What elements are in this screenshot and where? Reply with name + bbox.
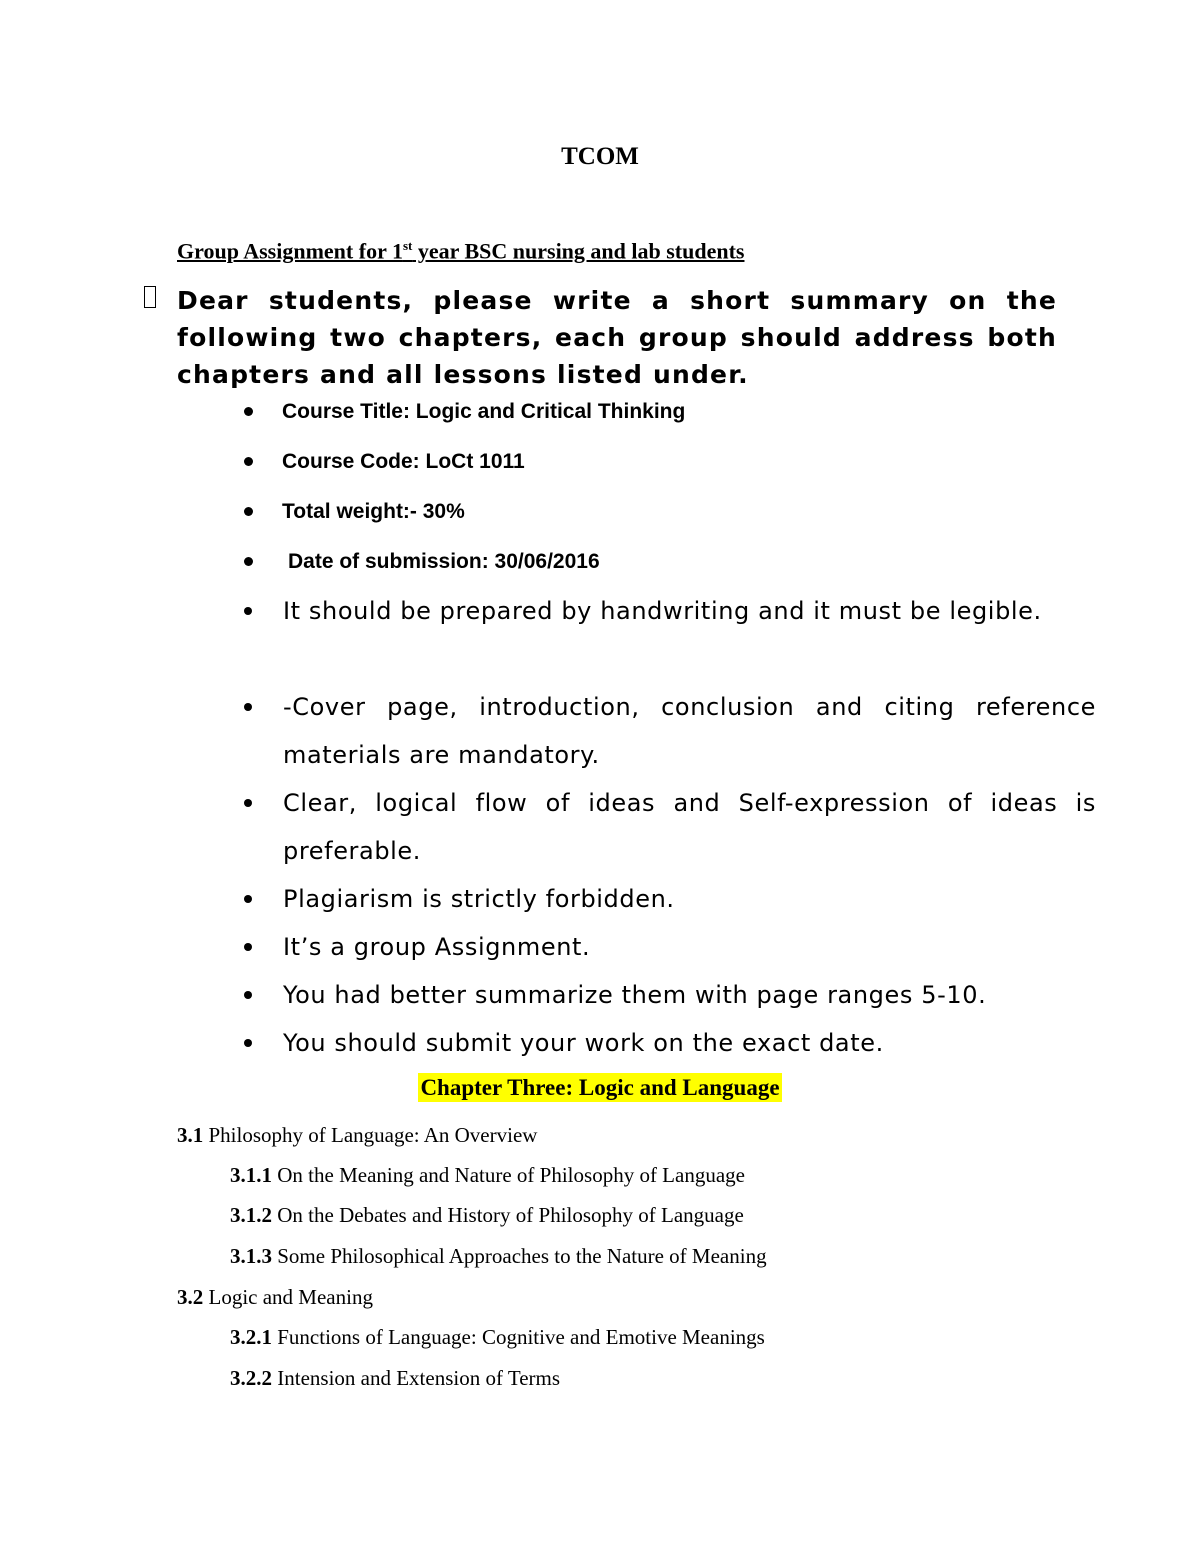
bullet-icon xyxy=(244,895,252,903)
bullet-icon xyxy=(244,703,252,711)
detail-course-code xyxy=(244,447,1095,477)
instruction-item xyxy=(244,779,1096,875)
assignment-title xyxy=(177,238,744,264)
bullet-icon xyxy=(244,943,252,951)
instruction-text: -Cover page, introduction, conclusion and citing reference materials are mandatory. xyxy=(283,693,1096,769)
toc-text: Functions of Language: Cognitive and Emotive Meanings xyxy=(272,1325,765,1349)
assignment-title-text: Group Assignment for 1 xyxy=(177,238,403,264)
bullet-icon xyxy=(244,557,253,566)
toc-item xyxy=(230,1366,560,1391)
chapter-heading xyxy=(0,1075,1200,1101)
bullet-icon xyxy=(244,991,252,999)
assignment-title-text-end: year BSC nursing and lab students xyxy=(412,238,745,264)
assignment-title-superscript: st xyxy=(402,238,413,253)
instruction-text: Plagiarism is strictly forbidden. xyxy=(283,885,675,913)
detail-text: Course Code: LoCt 1011 xyxy=(282,450,525,473)
detail-text: Course Title: Logic and Critical Thinking xyxy=(282,400,686,423)
toc-number: 3.1.2 xyxy=(230,1203,272,1227)
toc-item xyxy=(230,1325,765,1350)
detail-course-title xyxy=(244,397,1095,427)
detail-submission-date xyxy=(244,547,1101,577)
toc-number: 3.1.3 xyxy=(230,1244,272,1268)
toc-number: 3.2.1 xyxy=(230,1325,272,1349)
instruction-item xyxy=(244,683,1096,779)
toc-text: On the Debates and History of Philosophy of Language xyxy=(272,1203,744,1227)
toc-text: Intension and Extension of Terms xyxy=(272,1366,561,1390)
toc-item xyxy=(230,1163,745,1188)
detail-text: Total weight:- 30% xyxy=(282,500,465,523)
bullet-icon xyxy=(244,799,252,807)
detail-total-weight xyxy=(244,497,1095,527)
toc-number: 3.2.2 xyxy=(230,1366,272,1390)
instruction-text: You should submit your work on the exact date. xyxy=(283,1029,884,1057)
missing-glyph-icon xyxy=(144,286,156,308)
bullet-icon xyxy=(244,607,252,615)
bullet-icon xyxy=(244,457,253,466)
toc-number: 3.1.1 xyxy=(230,1163,272,1187)
toc-item xyxy=(230,1203,744,1228)
bullet-icon xyxy=(244,507,253,516)
instruction-item xyxy=(244,923,1096,971)
instruction-item xyxy=(244,875,1096,923)
instruction-item xyxy=(244,1019,1096,1067)
bullet-icon xyxy=(244,1039,252,1047)
toc-number: 3.1 xyxy=(177,1123,204,1147)
toc-text: Logic and Meaning xyxy=(203,1285,373,1309)
instruction-text: Clear, logical flow of ideas and Self-expression of ideas is preferable. xyxy=(283,789,1096,865)
toc-item xyxy=(177,1285,373,1310)
instruction-text: You had better summarize them with page ranges 5-10. xyxy=(283,981,987,1009)
intro-paragraph: Dear students, please write a short summary on the following two chapters, each group should address both chapters and all lessons listed under. xyxy=(177,286,1057,389)
toc-number: 3.2 xyxy=(177,1285,204,1309)
instruction-item xyxy=(244,587,1096,635)
instruction-text: It’s a group Assignment. xyxy=(283,933,591,961)
instruction-item xyxy=(244,971,1096,1019)
toc-item xyxy=(177,1123,537,1148)
toc-text: Some Philosophical Approaches to the Nature of Meaning xyxy=(272,1244,767,1268)
page-header: TCOM xyxy=(561,143,639,170)
detail-text: Date of submission: 30/06/2016 xyxy=(288,550,600,573)
instruction-text: It should be prepared by handwriting and it must be legible. xyxy=(283,597,1042,625)
chapter-title: Chapter Three: Logic and Language xyxy=(420,1075,780,1100)
toc-text: Philosophy of Language: An Overview xyxy=(203,1123,538,1147)
toc-text: On the Meaning and Nature of Philosophy of Language xyxy=(272,1163,745,1187)
toc-item xyxy=(230,1244,767,1269)
bullet-icon xyxy=(244,407,253,416)
